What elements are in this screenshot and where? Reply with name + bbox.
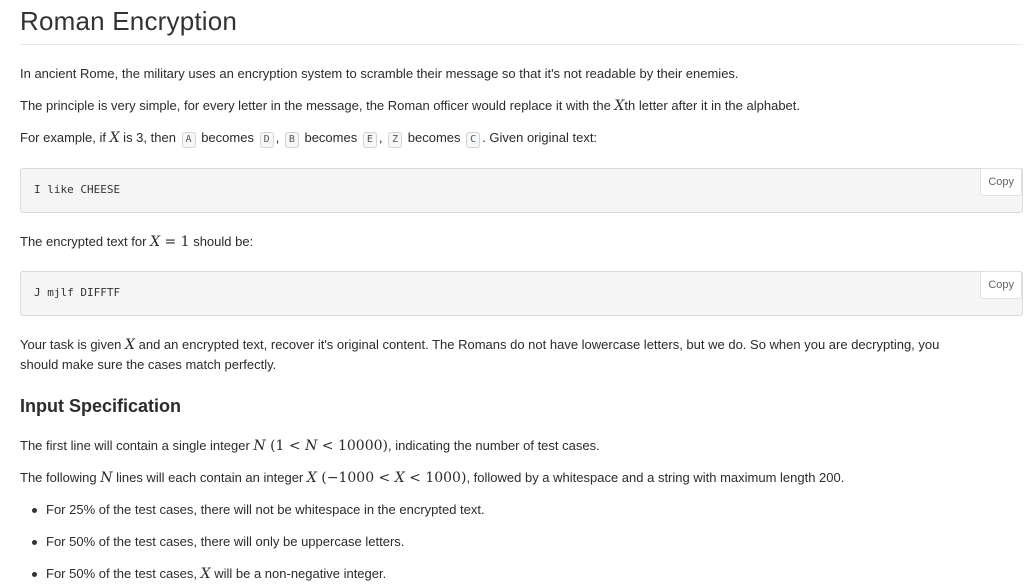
task-paragraph: Your task is given X and an encrypted text, recover it's original content. The Romans do not have lowercase letters, but we do. So when you are decrypting, you should make sure the cases match perfectly. [20, 337, 940, 372]
spec-line-2: The following N lines will each contain an integer X (−1000 < X < 1000), followed by a whitespace and a string with maximum length 200. [20, 470, 845, 486]
list-item: For 25% of the test cases, there will not be whitespace in the encrypted text. [31, 500, 485, 520]
spec-line-1: The first line will contain a single integer N (1 < N < 10000), indicating the number of test cases. [20, 438, 600, 454]
inline-code-e: E [363, 132, 377, 148]
principle-paragraph: The principle is very simple, for every letter in the message, the Roman officer would replace it with the Xth letter after it in the alphabet. [20, 98, 800, 114]
code-text: I like CHEESE [34, 183, 121, 196]
input-spec-heading: Input Specification [20, 396, 182, 416]
math-n: N [100, 470, 113, 486]
copy-button[interactable]: Copy [980, 168, 1022, 196]
math-x: X [125, 337, 135, 353]
copy-button[interactable]: Copy [980, 271, 1022, 299]
code-block-encrypted [20, 271, 1023, 316]
list-item: For 50% of the test cases, there will only be uppercase letters. [31, 532, 404, 552]
example-paragraph: For example, if X is 3, then A becomes D , B becomes E , Z becomes C . Given original text: [20, 130, 598, 146]
inline-code-z: Z [388, 132, 402, 148]
encrypted-line: The encrypted text for X = 1 should be: [20, 234, 254, 250]
inline-code-b: B [285, 132, 299, 148]
math-x: X [306, 470, 317, 486]
inline-code-a: A [182, 132, 196, 148]
math-x: X [109, 130, 120, 146]
math-x: X [614, 98, 625, 114]
list-item: For 50% of the test cases, X will be a non-negative integer. [31, 564, 386, 584]
math-n: N [253, 438, 266, 454]
math-x: X [150, 234, 161, 250]
page-title: Roman Encryption [20, 6, 238, 36]
inline-code-c: C [466, 132, 480, 148]
inline-code-d: D [260, 132, 274, 148]
title-divider [20, 44, 1023, 45]
code-block-original [20, 168, 1023, 213]
code-text: J mjlf DIFFTF [34, 286, 121, 299]
math-x: X [200, 566, 211, 582]
intro-paragraph: In ancient Rome, the military uses an encryption system to scramble their message so that it's not readable by their enemies. [20, 66, 739, 81]
